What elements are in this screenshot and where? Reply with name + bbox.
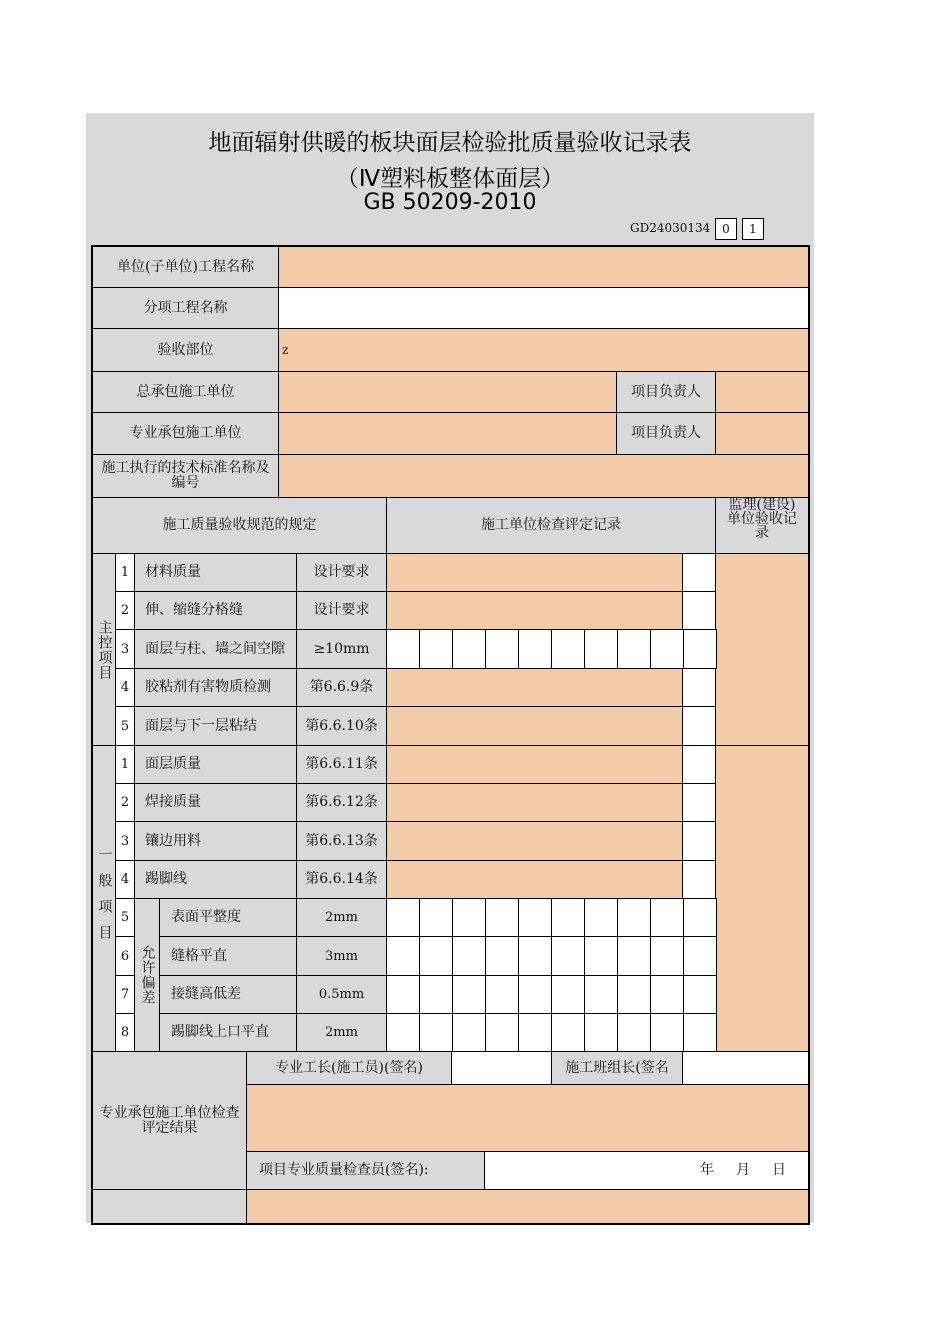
project-name-field[interactable]	[278, 246, 809, 288]
acceptance-part-label: 验收部位	[92, 328, 279, 372]
item-number: 8	[115, 1013, 135, 1052]
check-result-cell[interactable]	[682, 668, 716, 707]
check-result-cell[interactable]	[682, 745, 716, 784]
main-supervision-cell[interactable]	[715, 553, 809, 746]
item-name: 镶边用料	[134, 821, 297, 861]
main-row-3-measure-cell[interactable]	[551, 629, 585, 669]
item-number: 3	[115, 821, 135, 861]
item-requirement: 第6.6.14条	[296, 860, 387, 899]
item-requirement: 第6.6.9条	[296, 668, 387, 707]
general-row-5-measure-cell[interactable]	[386, 898, 420, 937]
sub-project-field[interactable]	[278, 287, 809, 329]
item-name: 缝格平直	[159, 936, 297, 976]
spec-header: 施工质量验收规范的规定	[92, 497, 387, 554]
item-requirement: 设计要求	[296, 591, 387, 630]
general-row-8-measure-cell[interactable]	[452, 1013, 486, 1052]
item-name: 表面平整度	[159, 898, 297, 937]
item-name: 面层质量	[134, 745, 297, 784]
general-row-8-measure-cell[interactable]	[617, 1013, 651, 1052]
general-row-7-measure-cell[interactable]	[650, 975, 684, 1014]
supervision-header: 监理(建设)单位验收记录	[715, 497, 809, 554]
general-row-7-measure-cell[interactable]	[452, 975, 486, 1014]
foreman-signature-field[interactable]	[451, 1051, 552, 1085]
general-row-6-measure-cell[interactable]	[683, 936, 717, 976]
item-number: 7	[115, 975, 135, 1014]
check-result-cell[interactable]	[682, 553, 716, 592]
item-name: 伸、缩缝分格缝	[134, 591, 297, 630]
item-name: 胶粘剂有害物质检测	[134, 668, 297, 707]
main-row-3-measure-cell[interactable]	[518, 629, 552, 669]
general-row-5-measure-cell[interactable]	[551, 898, 585, 937]
item-requirement: 2mm	[296, 1013, 387, 1052]
check-record-field[interactable]	[386, 821, 683, 861]
form-code-box-1[interactable]: 0	[715, 218, 737, 240]
general-row-8-measure-cell[interactable]	[584, 1013, 618, 1052]
item-requirement: 第6.6.11条	[296, 745, 387, 784]
main-row-3-measure-cell[interactable]	[386, 629, 420, 669]
general-row-7-measure-cell[interactable]	[386, 975, 420, 1014]
sub-contractor-label: 专业承包施工单位	[92, 412, 279, 455]
check-result-cell[interactable]	[682, 821, 716, 861]
project-name-label: 单位(子单位)工程名称	[92, 246, 279, 288]
form-code-box-2[interactable]: 1	[742, 218, 764, 240]
general-row-8-measure-cell[interactable]	[650, 1013, 684, 1052]
result-field[interactable]	[246, 1084, 809, 1152]
general-row-7-measure-cell[interactable]	[683, 975, 717, 1014]
general-row-5-measure-cell[interactable]	[584, 898, 618, 937]
check-record-field[interactable]	[386, 860, 683, 899]
check-record-field[interactable]	[386, 553, 683, 592]
supervision-conclusion-label	[92, 1189, 247, 1225]
main-row-3-measure-cell[interactable]	[683, 629, 717, 669]
item-name: 材料质量	[134, 553, 297, 592]
general-contractor-label: 总承包施工单位	[92, 371, 279, 413]
check-record-field[interactable]	[386, 783, 683, 822]
item-requirement: 0.5mm	[296, 975, 387, 1014]
acceptance-part-field[interactable]: z	[278, 328, 809, 372]
item-number: 5	[115, 898, 135, 937]
general-row-8-measure-cell[interactable]	[683, 1013, 717, 1052]
project-manager-field-1[interactable]	[715, 371, 809, 413]
item-requirement: 第6.6.10条	[296, 706, 387, 746]
date-month: 月	[736, 1162, 750, 1178]
result-label: 专业承包施工单位检查评定结果	[92, 1051, 247, 1190]
item-number: 6	[115, 936, 135, 976]
general-row-5-measure-cell[interactable]	[419, 898, 453, 937]
standard-field[interactable]	[278, 454, 809, 498]
foreman-label: 专业工长(施工员)(签名)	[246, 1051, 452, 1085]
item-requirement: ≥10mm	[296, 629, 387, 669]
main-row-3-measure-cell[interactable]	[584, 629, 618, 669]
item-requirement: 2mm	[296, 898, 387, 937]
check-record-field[interactable]	[386, 668, 683, 707]
form-subtitle: （Ⅳ塑料板整体面层）	[335, 166, 565, 192]
team-leader-signature-field[interactable]	[682, 1051, 809, 1085]
general-row-7-measure-cell[interactable]	[518, 975, 552, 1014]
general-row-7-measure-cell[interactable]	[617, 975, 651, 1014]
main-row-3-measure-cell[interactable]	[452, 629, 486, 669]
main-row-3-measure-cell[interactable]	[419, 629, 453, 669]
item-number: 2	[115, 783, 135, 822]
general-row-8-measure-cell[interactable]	[551, 1013, 585, 1052]
general-row-6-measure-cell[interactable]	[485, 936, 519, 976]
form-code: GD24030134	[630, 221, 711, 235]
item-requirement: 3mm	[296, 936, 387, 976]
general-row-5-measure-cell[interactable]	[617, 898, 651, 937]
check-record-field[interactable]	[386, 706, 683, 746]
general-row-6-measure-cell[interactable]	[650, 936, 684, 976]
standard-code: GB 50209-2010	[363, 190, 537, 215]
check-result-cell[interactable]	[682, 591, 716, 630]
main-row-3-measure-cell[interactable]	[485, 629, 519, 669]
check-result-cell[interactable]	[682, 783, 716, 822]
check-result-cell[interactable]	[682, 860, 716, 899]
general-row-5-measure-cell[interactable]	[650, 898, 684, 937]
general-row-8-measure-cell[interactable]	[419, 1013, 453, 1052]
item-number: 3	[115, 629, 135, 669]
general-row-5-measure-cell[interactable]	[518, 898, 552, 937]
item-requirement: 设计要求	[296, 553, 387, 592]
sub-contractor-field[interactable]	[278, 412, 617, 455]
general-row-6-measure-cell[interactable]	[419, 936, 453, 976]
date-day: 日	[772, 1162, 786, 1178]
item-requirement: 第6.6.13条	[296, 821, 387, 861]
inspector-signature-date[interactable]	[484, 1151, 809, 1190]
general-row-8-measure-cell[interactable]	[485, 1013, 519, 1052]
general-contractor-field[interactable]	[278, 371, 617, 413]
project-manager-label-1: 项目负责人	[616, 371, 716, 413]
item-name: 踢脚线上口平直	[159, 1013, 297, 1052]
date-year: 年	[700, 1162, 714, 1178]
general-row-6-measure-cell[interactable]	[386, 936, 420, 976]
form-title: 地面辐射供暖的板块面层检验批质量验收记录表	[208, 130, 692, 156]
general-row-7-measure-cell[interactable]	[419, 975, 453, 1014]
general-row-6-measure-cell[interactable]	[584, 936, 618, 976]
general-row-7-measure-cell[interactable]	[551, 975, 585, 1014]
main-row-3-measure-cell[interactable]	[650, 629, 684, 669]
item-number: 4	[115, 668, 135, 707]
standard-label: 施工执行的技术标准名称及编号	[92, 454, 279, 498]
item-number: 1	[115, 553, 135, 592]
general-row-6-measure-cell[interactable]	[452, 936, 486, 976]
item-requirement: 第6.6.12条	[296, 783, 387, 822]
check-record-field[interactable]	[386, 591, 683, 630]
general-row-5-measure-cell[interactable]	[485, 898, 519, 937]
supervision-conclusion-field[interactable]	[246, 1189, 809, 1225]
item-number: 1	[115, 745, 135, 784]
general-row-5-measure-cell[interactable]	[683, 898, 717, 937]
item-name: 面层与下一层粘结	[134, 706, 297, 746]
general-group-label: 一般项目	[92, 745, 116, 1052]
record-header: 施工单位检查评定记录	[386, 497, 716, 554]
check-record-field[interactable]	[386, 745, 683, 784]
inspector-label: 项目专业质量检查员(签名):	[246, 1151, 485, 1190]
item-name: 接缝高低差	[159, 975, 297, 1014]
tolerance-label: 允许偏差	[134, 898, 160, 1052]
general-row-7-measure-cell[interactable]	[584, 975, 618, 1014]
item-number: 4	[115, 860, 135, 899]
general-row-8-measure-cell[interactable]	[518, 1013, 552, 1052]
project-manager-field-2[interactable]	[715, 412, 809, 455]
general-row-6-measure-cell[interactable]	[617, 936, 651, 976]
general-row-7-measure-cell[interactable]	[485, 975, 519, 1014]
main-control-group-label: 主控项目	[92, 553, 116, 746]
sub-project-label: 分项工程名称	[92, 287, 279, 329]
project-manager-label-2: 项目负责人	[616, 412, 716, 455]
general-row-6-measure-cell[interactable]	[518, 936, 552, 976]
item-name: 踢脚线	[134, 860, 297, 899]
team-leader-label: 施工班组长(签名	[551, 1051, 683, 1085]
item-name: 焊接质量	[134, 783, 297, 822]
item-number: 2	[115, 591, 135, 630]
general-row-6-measure-cell[interactable]	[551, 936, 585, 976]
item-number: 5	[115, 706, 135, 746]
check-result-cell[interactable]	[682, 706, 716, 746]
general-supervision-cell[interactable]	[715, 745, 809, 1052]
general-row-8-measure-cell[interactable]	[386, 1013, 420, 1052]
item-name: 面层与柱、墙之间空隙	[134, 629, 297, 669]
main-row-3-measure-cell[interactable]	[617, 629, 651, 669]
general-row-5-measure-cell[interactable]	[452, 898, 486, 937]
